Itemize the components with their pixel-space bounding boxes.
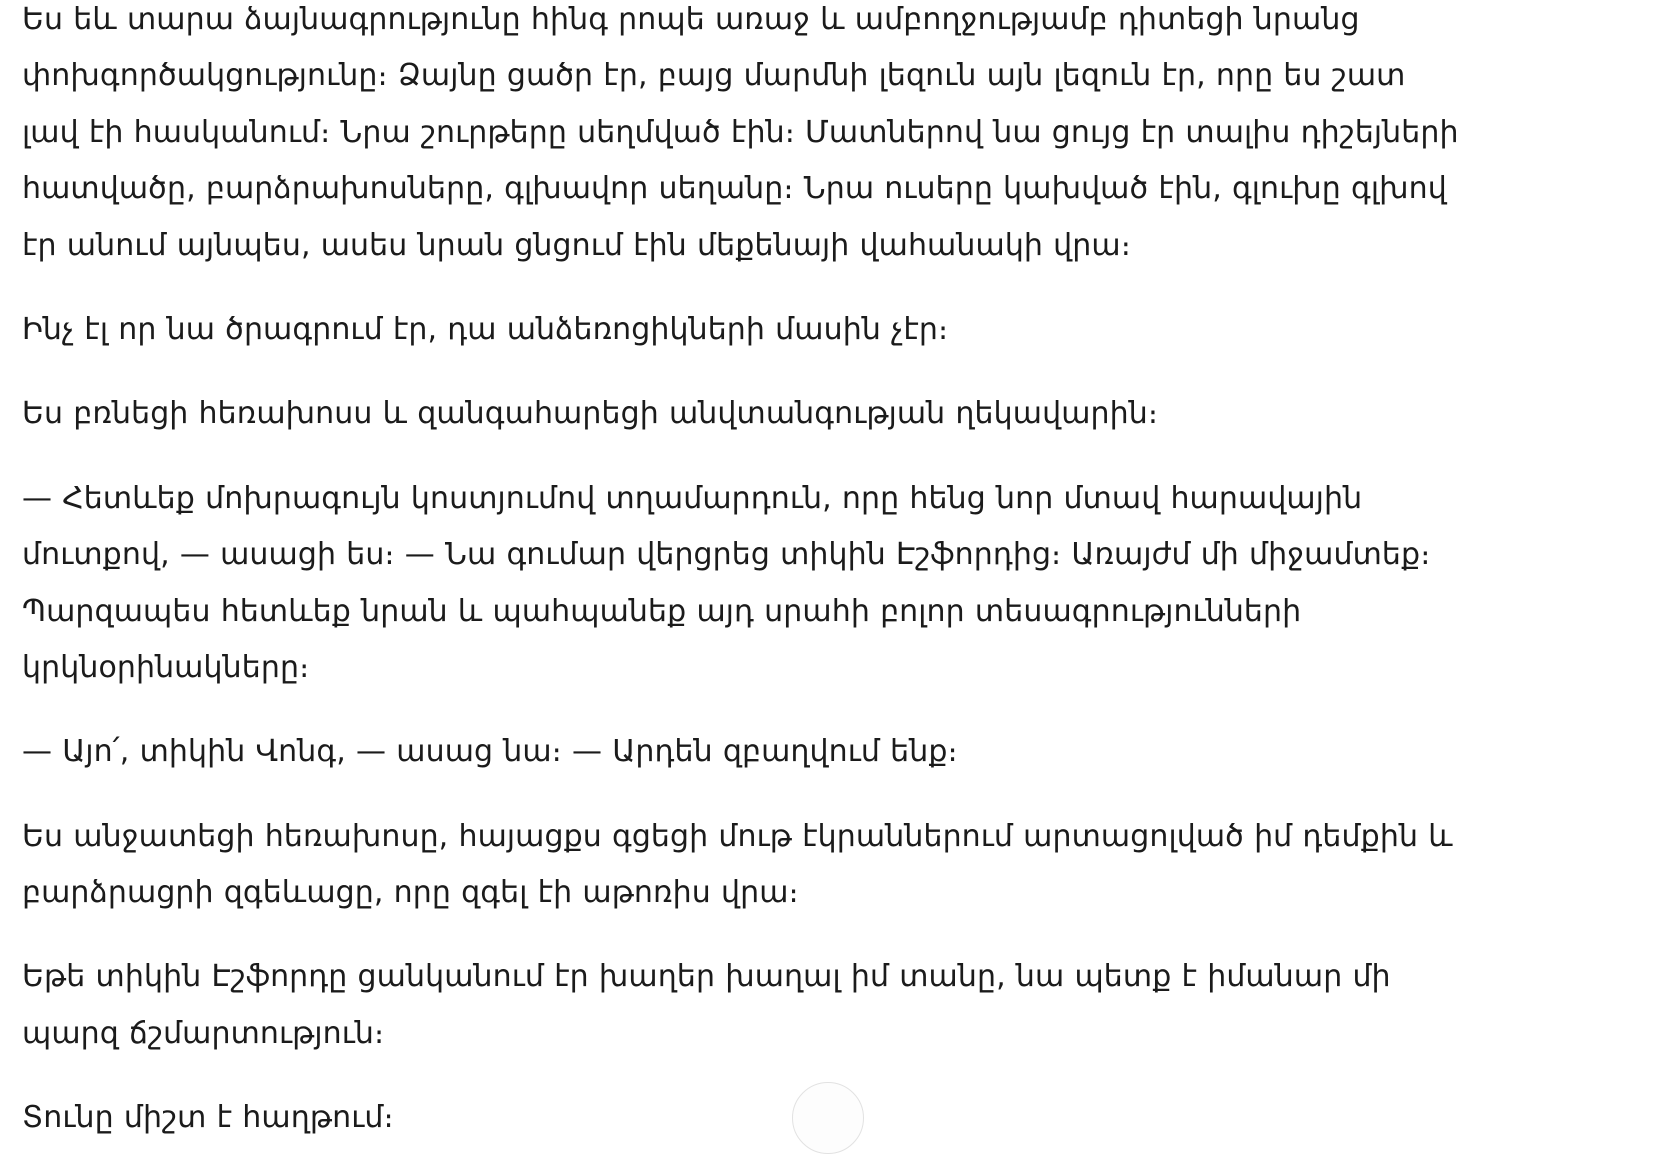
paragraph: Ես անջատեցի հեռախոսը, հայացքս գցեցի մութ էկրաններում արտացոլված իմ դեմքին և բարձրացրի զգեևացը, որը զգել էի աթոռիս վրա։ [22, 818, 1453, 911]
paragraph: Եթե տիկին Էշֆորդը ցանկանում էր խաղեր խաղալ իմ տանը, նա պետք է իմանար մի պարզ ճշմարտություն։ [22, 959, 1391, 1051]
reader-text-body [22, 0, 1461, 1147]
paragraph: — Հետևեք մոխրագույն կոստյումով տղամարդուն, որը հենց նոր մտավ հարավային մուտքով, — ասացի ես։ — Նա գումար վերցրեց տիկին Էշֆորդից։ Առայժմ մի միջամտեք։ Պարզապես հետևեք նրան և պահպանեք այդ սրահի բոլոր տեսագրությունների կրկնօրինակները։ [22, 480, 1431, 685]
paragraph: Տունը միշտ է հաղթում։ [22, 1100, 394, 1136]
paragraph: — Այո՛, տիկին Վոնգ, — ասաց նա։ — Արդեն զբաղվում ենք։ [22, 734, 958, 770]
scroll-indicator[interactable] [792, 1082, 864, 1154]
paragraph: Ինչ էլ որ նա ծրագրում էր, դա անձեռոցիկների մասին չէր։ [22, 311, 949, 347]
paragraph: Ես բռնեցի հեռախոսս և զանգահարեցի անվտանգության ղեկավարին։ [22, 396, 1159, 432]
paragraph: Ես եև տարա ձայնագրությունը հինգ րոպե առաջ և ամբողջությամբ դիտեցի նրանց փոխգործակցությունը։ Ձայնը ցածր էր, բայց մարմնի լեզուն այն լեզուն էր, որը ես շատ լավ էի հասկանում։ Նրա շուրթերը սեղմված էին։ Մատներով նա ցույց էր տալիս դիշեյների հատվածը, բարձրախոսները, գլխավոր սեղանը։ Նրա ուսերը կախված էին, գլուխը գլխով էր անում այնպես, ասես նրան ցնցում էին մեքենայի վահանակի վրա։ [22, 2, 1459, 263]
